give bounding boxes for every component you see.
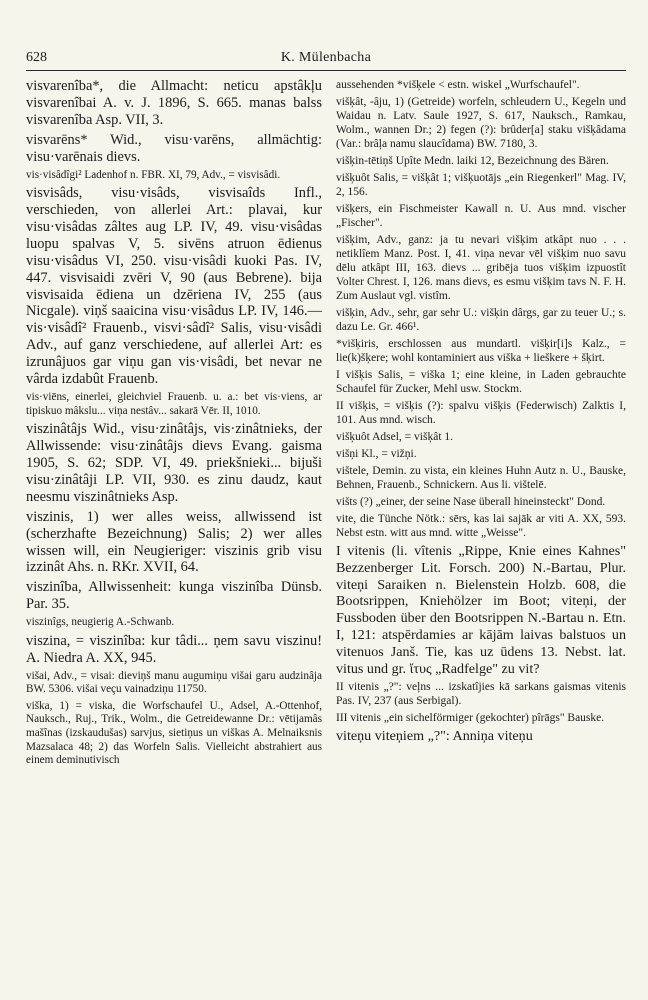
dictionary-entry: višķuôt Adsel, = višķât 1. [336, 431, 454, 443]
dictionary-entry: viška, 1) = viska, die Worfschaufel U., Adsel, A.-Ottenhof, Nauksch., Ruj., Trik., Wolm., die Getreidewanne Dr.: vētijamâs mašînas (izskaudušas) sarvjus, sietiņus un viškas A. Melnaiksnis Mazsalaca 48; 2) das Worfeln Salis. Vielleicht abstrahiert aus einem deminutivisch [26, 699, 322, 767]
dictionary-entry: višķuôt Salis, = višķât 1; višķuotājs „ein Riegenkerl" Mag. IV, 2, 156. [336, 172, 626, 198]
dictionary-entry: viszina, = viszinîba: kur tâdi... ņem savu viszinu! A. Niedra A. XX, 945. [26, 632, 322, 666]
dictionary-entry: aussehenden *višķele < estn. wiskel „Wurfschaufel". [336, 79, 580, 91]
dictionary-entry: višķers, ein Fischmeister Kawall n. U. Aus mnd. vischer „Fischer". [336, 203, 626, 229]
dictionary-entry: vite, die Tünche Nötk.: sērs, kas lai sajāk ar viti A. XX, 593. Nebst estn. witt aus mnd. witte „Weisse". [336, 513, 626, 539]
running-head: K. Mülenbacha [280, 50, 372, 65]
dictionary-entry: vištele, Demin. zu vista, ein kleines Huhn Autz n. U., Bauske, Behnen, Frauenb., Schnickern. Aus li. vištelē. [336, 465, 626, 491]
page-number: 628 [26, 50, 47, 65]
page-header [26, 50, 626, 72]
dictionary-entry: viteņu viteņiem „?": Anniņa viteņu [336, 728, 533, 745]
dictionary-entry: III vitenis „ein sichelförmiger (gekochter) pîrāgs" Bauske. [336, 712, 605, 725]
dictionary-entry: viszinîgs, neugierig A.-Schwanb. [26, 616, 175, 629]
dictionary-entry: višķât, -âju, 1) (Getreide) worfeln, schleudern U., Kegeln und Waidau n. Latv. Saule 1927, S. 617, Nauksch., Ramkau, Wolm., wannen Dr.; 2) fegen (?): brûder[a] staku višķâdama (Var.: brâļa namu slaucîdama) BW. 7180, 3. [336, 96, 626, 150]
dictionary-entry: visvisâds, visu·visâds, visvisaîds Infl., verschieden, von allerlei Art.: plavai, kur visu·visâdas zâltes aug LP. IV, 49. visu·visâdas luopu spalvas V, 5. sivēns atruon ēdienus visu·visâdus VI, 250. visu·visâdi kuoki Pas. IV, 447. visvisaidi zvēri V, 90 (aus Bebrene). bija visvisaida ēdiena un dzērienа IV, 255 (aus Nicgale). viņš saaicina visu·visâdus LP. IV, 146.—vis·visâdî² Frauenb., visvi·sâdî² Salis, visu·visâdi Adv., auf ganz verschiedene, auf allerlei Art: es izrunâjuos gar viņu gan vis·visâdi, bet nevar ne vârda izdabût Frauenb. [26, 185, 322, 388]
dictionary-entry: višķin-tētiņš Upîte Medn. laiki 12, Bezeichnung des Bären. [336, 155, 609, 167]
dictionary-entry: viszinis, 1) wer alles weiss, allwissend ist (scherzhafte Bezeichnung) Salis; 2) wer alles wissen will, ein Neugieriger: viszinis grib visu izzinât Ahs. n. RKr. XVII, 64. [26, 508, 322, 576]
dictionary-entry: viszinâtâjs Wid., visu·zinâtâjs, vis·zinâtnieks, der Allwissende: visu·zinâtâjs dievs Evang. gaisma 1905, S. 62; SDP. VI, 49. priekšnieki... bijuši visu·zinâtâji LP. VII, 930. es zinu daudz, kaut neesmu viszinâtnieks Asp. [26, 421, 322, 505]
left-column [26, 78, 322, 986]
dictionary-entry: vis·visâdîgi² Ladenhof n. FBR. XI, 79, Adv., = visvisâdi. [26, 168, 281, 181]
dictionary-entry: višņi Kl., = vižņi. [336, 448, 417, 460]
header-rule [26, 70, 626, 71]
dictionary-entry: II višķis, = višķis (?): spalvu višķis (Federwisch) Zalktis I, 101. Aus mnd. wisch. [336, 400, 626, 426]
dictionary-entry: *višķiris, erschlossen aus mundartl. višķir[i]s Kalz., = lie(k)šķere; wohl kontaminiert aus viška + lieškere + šķirt. [336, 338, 626, 364]
dictionary-entry: višķin, Adv., sehr, gar sehr U.: višķin dârgs, gar zu teuer U.; s. dazu Le. Gr. 466¹. [336, 307, 626, 333]
dictionary-entry: I vitenis (li. vîtenis „Rippe, Knie eines Kahnes" Bezzenberger Lit. Forsch. 200) N.-Bartau, Plur. viteņi Saraiken n. Bielenstein Holzb. 608, die Bootsrippen, Kniehölzer im Boot; viteņi, der Fussboden über den Bootsrippen N.-Bartau n. Etn. I, 121: atspērdamies ar kājām laivas balstuos un vitenuos Janš. Tie, kas uz ūdens 13. Nebst. lat. vitus und gr. ἴτυς „Radfelge" zu vit? [336, 543, 626, 677]
dictionary-entry: višķim, Adv., ganz: ja tu nevari višķim atkâpt nuo . . . netiklîem Manz. Post. I, 41. viņa nevar vēl višķim nuo savu dēlu atkâpt III, 163. dievs ... gribēja tuos višķim izpuostît Volter Chrest. I, 126. mans dievs, es esmu višķim tavs N. F. H. Zum Auslaut vgl. vistîm. [336, 234, 626, 302]
dictionary-entry: I višķis Salis, = viška 1; eine kleine, in Laden gebrauchte Schaufel für Zucker, Mehl usw. Stockm. [336, 369, 626, 395]
dictionary-entry: viszinîba, Allwissenheit: kunga viszinîba Dünsb. Par. 35. [26, 579, 322, 613]
dictionary-entry: II vitenis „?": veļns ... izskatîjies kā sarkans gaismas vitenis Pas. IV, 237 (aus Serbigal). [336, 681, 626, 708]
dictionary-entry: višai, Adv., = visai: dieviņš manu augumiņu višai garu audzinâja BW. 5306. višai veçu vainadziņu 11750. [26, 669, 322, 696]
dictionary-entry: vis·viēns, einerlei, gleichviel Frauenb. u. a.: bet vis·viens, ar tipiskuo mâkslu... viņa nestâv... sakarā Vēr. II, 1010. [26, 391, 322, 417]
dictionary-entry: višts (?) „einer, der seine Nase überall hineinsteckt" Dond. [336, 496, 606, 508]
dictionary-entry: visvarenîba*, die Allmacht: neticu apstâkļu visvarenîbai A. v. J. 1896, S. 665. manas balss visvarenîba Asp. VII, 3. [26, 78, 322, 128]
dictionary-entry: visvarēns* Wid., visu·varēns, allmächtig: visu·varēnais dievs. [26, 131, 322, 165]
right-column [336, 78, 626, 986]
